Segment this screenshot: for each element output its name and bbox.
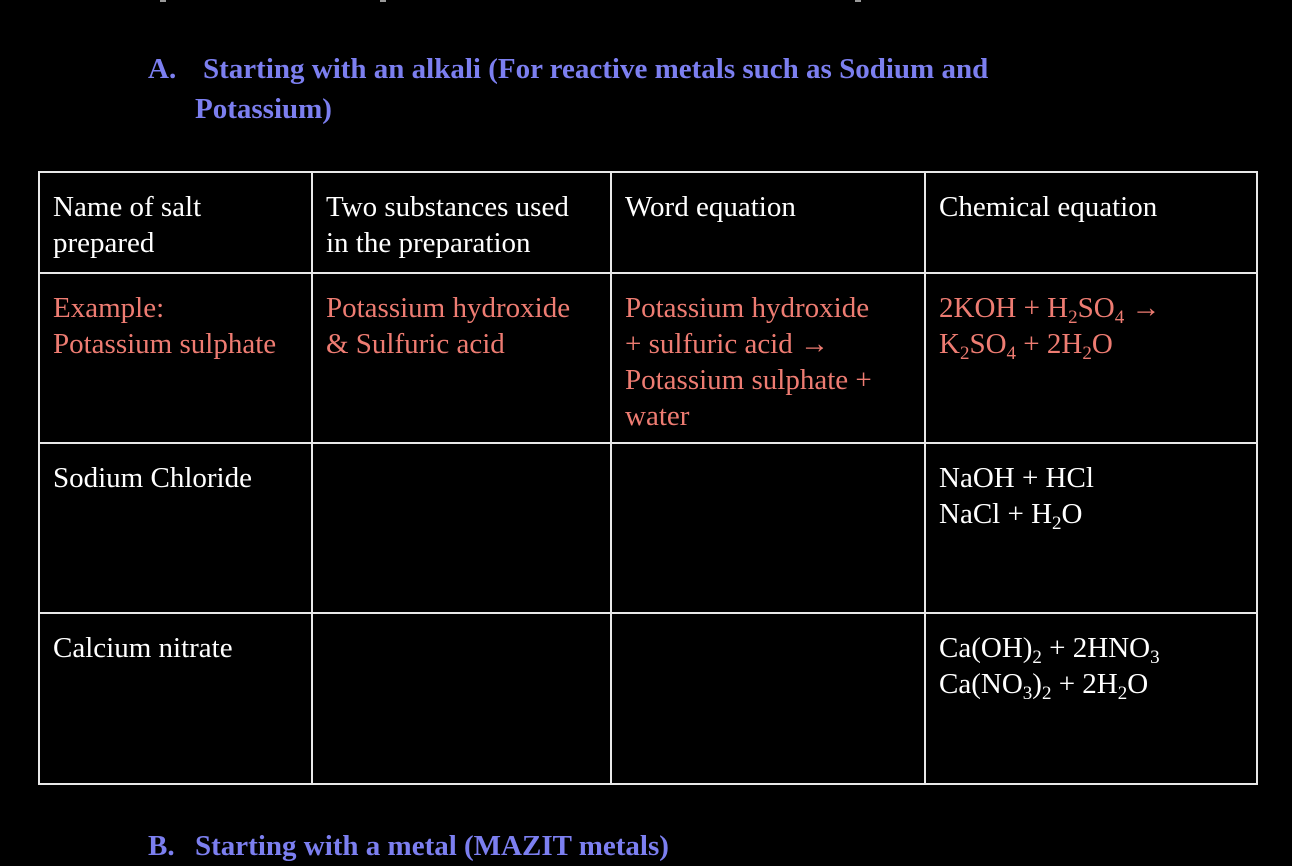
cell-text: + sulfuric acid → [625, 328, 829, 360]
cell-text: Calcium nitrate [53, 632, 233, 664]
chem-part: + 2H [1051, 668, 1118, 700]
header-chemical-equation [925, 172, 1257, 273]
cell-calcium-word-equation [611, 613, 925, 784]
section-a-title-line1: Starting with an alkali (For reactive metals such as Sodium and [203, 53, 989, 85]
cell-text: water [625, 400, 690, 432]
cell-sodium-chemical-equation [925, 443, 1257, 613]
chem-part: Ca(NO [939, 668, 1023, 700]
chem-part: + 2H [1016, 328, 1083, 360]
cell-sodium-substances [312, 443, 611, 613]
cell-calcium-name [39, 613, 312, 784]
table-row-sodium-chloride [39, 443, 1257, 613]
chem-part: NaCl + H [939, 498, 1053, 530]
chem-line [939, 326, 1244, 362]
section-b-heading [148, 826, 669, 866]
section-b-marker: B. [148, 830, 175, 862]
subscript: 3 [1150, 647, 1160, 668]
chem-part: 2KOH + H [939, 292, 1069, 324]
section-a-marker: A. [148, 53, 177, 85]
top-mark [160, 0, 166, 2]
cell-text: Example: [53, 292, 165, 324]
cell-calcium-chemical-equation [925, 613, 1257, 784]
top-mark [380, 0, 386, 2]
subscript: 2 [1068, 307, 1078, 328]
chem-part: O [1091, 328, 1113, 360]
cell-text: Potassium sulphate [53, 328, 277, 360]
table-header-row [39, 172, 1257, 273]
cell-sodium-name [39, 443, 312, 613]
header-text: Word equation [625, 191, 796, 223]
header-text: prepared [53, 227, 155, 259]
chem-line [939, 496, 1244, 532]
cell-sodium-word-equation [611, 443, 925, 613]
chem-part: + 2HNO [1041, 632, 1151, 664]
section-a-heading [148, 49, 988, 129]
subscript: 2 [1117, 683, 1128, 704]
chem-part: K [939, 328, 960, 360]
cell-text: & Sulfuric acid [326, 328, 505, 360]
cell-text: Potassium hydroxide [326, 292, 571, 324]
cell-text: Sodium Chloride [53, 462, 252, 494]
salt-preparation-table [38, 171, 1258, 785]
subscript: 4 [1114, 307, 1125, 328]
cell-example-name [39, 273, 312, 443]
table-row-example [39, 273, 1257, 443]
chem-line: NaOH + HCl [939, 462, 1094, 494]
header-substances [312, 172, 611, 273]
header-text: Name of salt [53, 191, 202, 223]
top-mark [855, 0, 861, 2]
subscript: 3 [1022, 683, 1033, 704]
subscript: 2 [959, 343, 970, 364]
chem-line [939, 630, 1244, 666]
cell-example-word-equation [611, 273, 925, 443]
chem-part: SO [1077, 292, 1115, 324]
chem-part: → [1124, 292, 1161, 324]
header-word-equation [611, 172, 925, 273]
top-strip [0, 0, 1292, 4]
cell-example-substances [312, 273, 611, 443]
subscript: 4 [1006, 343, 1017, 364]
header-text: Chemical equation [939, 191, 1158, 223]
cell-example-chemical-equation [925, 273, 1257, 443]
section-a-title-line2: Potassium) [195, 93, 332, 125]
table-row-calcium-nitrate [39, 613, 1257, 784]
chem-part: O [1061, 498, 1083, 530]
header-name-of-salt [39, 172, 312, 273]
subscript: 2 [1032, 647, 1042, 668]
subscript: 2 [1052, 513, 1062, 534]
cell-text: Potassium sulphate + [625, 364, 872, 396]
chem-part: SO [969, 328, 1007, 360]
chem-part: O [1127, 668, 1149, 700]
subscript: 2 [1041, 683, 1052, 704]
chem-line [939, 666, 1244, 702]
section-b-title: Starting with a metal (MAZIT metals) [195, 830, 669, 862]
chem-line [939, 290, 1244, 326]
chem-part: ) [1032, 668, 1042, 700]
cell-text: Potassium hydroxide [625, 292, 870, 324]
cell-calcium-substances [312, 613, 611, 784]
header-text: Two substances used [326, 191, 569, 223]
chem-part: Ca(OH) [939, 632, 1033, 664]
header-text: in the preparation [326, 227, 531, 259]
subscript: 2 [1082, 343, 1092, 364]
